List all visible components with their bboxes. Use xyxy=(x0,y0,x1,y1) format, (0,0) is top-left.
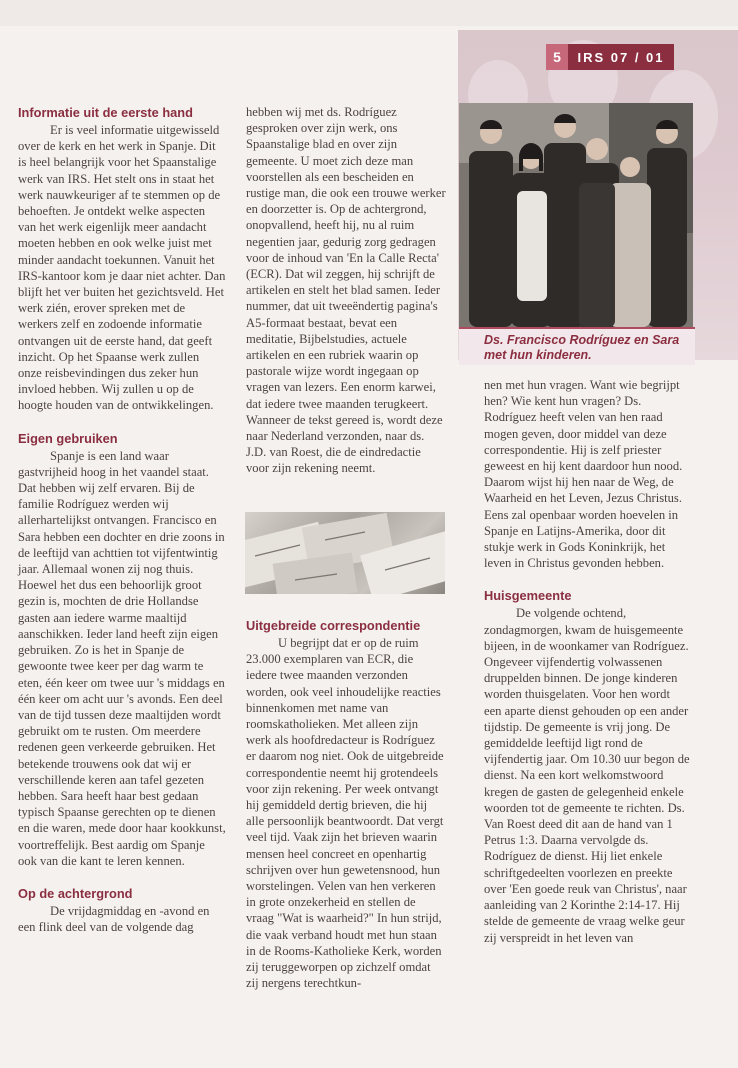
top-banner xyxy=(0,0,738,26)
info-body: Er is veel informatie uitgewisseld over de kerk en het werk in Spanje. Dit is heel belangrijk voor het Spaanstalige werk van IRS. Het stelt ons in staat het werk nauwkeuriger af te stemmen op de behoeften. Je ontdekt welke aspecten van het werk eigenlijk meer aandacht moeten hebben en ook welke juist met minder aandacht toekunnen. Vanuit het IRS-kantoor kom je daar niet achter. Dan blijft het ver buiten het gezichtsveld. Het werk zién, erover spreken met de werkers zelf en zodoende informatie ontvangen uit de eerste hand, dat geeft inzicht. Op het Spaanse werk zullen onze reisbevindingen dus zeker hun invloed hebben. Wij zullen u op de hoogte houden van de ontwikkelingen. xyxy=(18,123,226,413)
column-3 xyxy=(484,377,690,946)
family-photo-illustration xyxy=(459,103,693,327)
correspondence-body: U begrijpt dat er op de ruim 23.000 exemplaren van ECR, die iedere twee maanden verzonden worden, ook veel inhoudelijke reacties binnenkomen met name van roomskatholieken. Met alleen zijn werk als hoofdredacteur is Rodríguez er daarom nog niet. Ook de uitgebreide correspondentie neemt hij grotendeels voor zijn rekening. Per week ontvangt hij gemiddeld dertig brieven, die hij alle persoonlijk beantwoordt. Dat vergt veel tijd. Vaak zijn het brieven waarin mensen heel concreet en openhartig schrijven over hun gewetensnood, hun worstelingen. Velen van hen verkeren in grote onzekerheid en stellen de vraag "Wat is waarheid?" In hun strijd, die vaak verband houdt met hun staan in de Rooms-Katholieke Kerk, worden zij teruggeworpen op zichzelf omdat zij nergens terechtkun- xyxy=(246,636,444,991)
column-2-lower xyxy=(246,617,446,991)
heading-house-church: Huisgemeente xyxy=(484,588,572,604)
background-body-start: De vrijdagmiddag en -avond en een flink deel van de volgende dag xyxy=(18,903,210,935)
house-church-body: De volgende ochtend, zondagmorgen, kwam de huisgemeente bijeen, in de woonkamer van Rodríguez. Ongeveer vijfendertig volwassenen druppelden binnen. De jonge kinderen worden thuisgelaten. Voor hen wordt een aparte dienst gehouden op een ander tijdstip. De gemeente is vrij jong. De gemiddelde leeftijd ligt rond de vijfendertig jaar. Om 10.30 uur begon de dienst. Na een kort welkomstwoord kregen de gasten de gelegenheid enkele woorden tot de gemeente te richten. Ds. Van Roest deed dit aan de hand van 1 Petrus 1:3. Daarna vervolgde ds. Rodríguez de dienst. Hij liet enkele schriftgedeelten voorlezen en preekte over 'Een goede reuk van Christus', naar aanleiding van 2 Korinthe 2:14-17. Hij stelde de gemeente de vraag welke geur zij verspreidt in het leven van xyxy=(484,606,690,945)
heading-customs: Eigen gebruiken xyxy=(18,430,118,446)
column-1 xyxy=(18,104,226,935)
photo-caption: Ds. Francisco Rodríguez en Sara met hun kinderen. xyxy=(484,333,680,362)
customs-body: Spanje is een land waar gastvrijheid hoog in het vaandel staat. Dat hebben wij zelf ervaren. Bij de familie Rodríguez werden wij allerhartelijkst ontvangen. Francisco en Sara hebben een dochter en drie zoons in de leeftijd van achttien tot vijfentwintig jaar. Allemaal wonen zij nog thuis. Hoewel het dus een behoorlijk groot gezin is, mochten de drie Hollandse gasten aan iedere warme maaltijd aanschikken. Ieder land heeft zijn eigen gebruiken. Zo is het in Spanje de gewoonte twee keer per dag warm te eten, één keer om twee uur 's middags en één keer om acht uur 's avonds. Een deel van de tijd tussen deze maaltijden wordt gebruikt om te rusten. Om meerdere redenen geen verkeerde gebruiken. Het betekende trouwens ook dat wij er verschillende keren aan tafel gezeten hebben. Sara heeft haar best gedaan typisch Spaanse gerechten op te dienen en die waren, mede door haar kookkunst, voortreffelijk. Best aardig om Spanje ook van die kant te leren kennen. xyxy=(18,448,226,868)
heading-info: Informatie uit de eerste hand xyxy=(18,105,193,120)
background-body-cont: hebben wij met ds. Rodríguez gesproken over zijn werk, ons Spaanstalige blad en over zijn gemeente. U moet zich deze man voorstellen als een bescheiden en rustige man, die ook een trouwe werker en doorzetter is. Op de achtergrond, onopvallend, heeft hij, nu al ruim negentien jaar, gedurig zorg gedragen voor de inhoud van 'En la Calle Recta' (ECR). Dat wil zeggen, hij schrijft de artikelen en stelt het blad samen. Ieder nummer, dat uit tweeëndertig pagina's A5-formaat bestaat, bevat een meditatie, Bijbelstudies, actuele artikelen en een rubriek waarin op pastorale wijze wordt ingegaan op vragen van lezers. Een enorm karwei, dat iedere twee maanden terugkeert. Wanneer de tekst gereed is, wordt deze naar Nederland verzonden, naar ds. J.D. van Roest, die de eindredactie voor zijn rekening neemt. xyxy=(246,105,446,476)
column-2 xyxy=(246,104,446,477)
page-header xyxy=(546,44,674,70)
issue-label: IRS 07 / 01 xyxy=(568,44,674,70)
family-photo xyxy=(459,103,693,327)
correspondence-body-cont: nen met hun vragen. Want wie begrijpt hen? Wie kent hun vragen? Ds. Rodríguez heeft velen van hen raad mogen geven, door middel van deze correspondentie. Hij is zelf priester geweest en hij kent daardoor hun nood. Daarom wijst hij hen naar de Weg, de Waarheid en het Leven, Jezus Christus. Eens zal openbaar worden hoevelen in Spanje en Latijns-Amerika, door dit stukje werk in Gods Koninkrijk, het leven in Christus gevonden hebben. xyxy=(484,378,683,571)
page-number: 5 xyxy=(546,44,568,70)
envelopes-photo xyxy=(245,512,445,594)
heading-correspondence: Uitgebreide correspondentie xyxy=(246,618,421,633)
heading-background: Op de achtergrond xyxy=(18,885,133,901)
envelopes-illustration xyxy=(245,512,445,594)
